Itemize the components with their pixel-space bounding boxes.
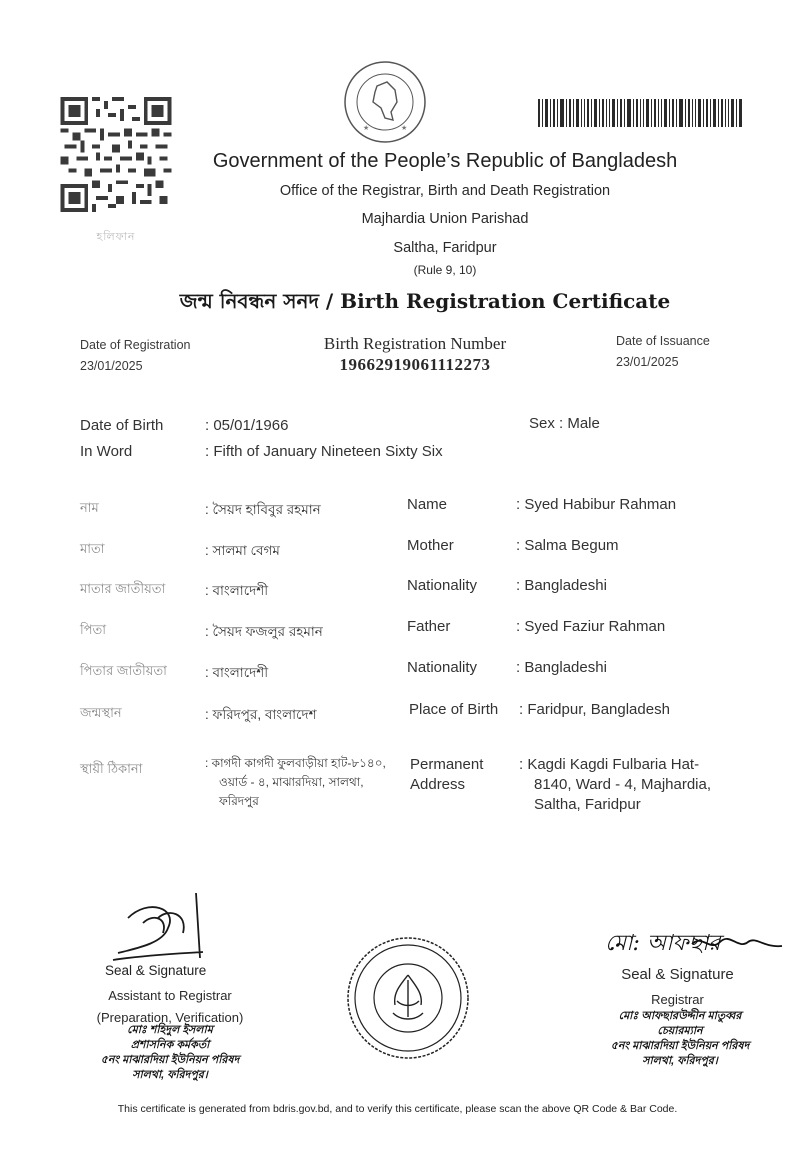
dob-label: Date of Birth — [80, 417, 164, 434]
registration-number-label: Birth Registration Number — [323, 334, 507, 353]
field-en-value: : Faridpur, Bangladesh — [519, 701, 670, 718]
field-bn-label: নাম — [80, 500, 99, 515]
field-bn-label: মাতার জাতীয়তা — [80, 581, 166, 596]
field-bn-label: মাতা — [80, 541, 105, 556]
dob-in-word-label: In Word — [80, 443, 133, 460]
field-en-label: Name — [407, 496, 448, 513]
field-en-label: Place of Birth — [409, 701, 499, 718]
field-bn-value: : বাংলাদেশী — [205, 665, 269, 680]
issuance-date: 23/01/2025 — [616, 355, 679, 369]
barcode — [538, 99, 742, 127]
svg-text:★: ★ — [401, 124, 408, 132]
registrar-stamp: মোঃ আফছারউদ্দীন মাতুব্বর চেয়ারম্যান ৫নং মাঝারদিয়া ইউনিয়ন পরিষদ সালথা, ফরিদপুর। — [610, 1010, 750, 1067]
field-en-label: Nationality — [407, 659, 478, 676]
office-title: Office of the Registrar, Birth and Death Registration — [279, 183, 611, 199]
union-name: Majhardia Union Parishad — [361, 211, 529, 227]
registrar-signature-stroke — [690, 930, 785, 960]
assistant-role-detail: (Preparation, Verification) — [96, 1010, 244, 1025]
sex-value: Sex : Male — [529, 415, 600, 432]
address-en-value: : Kagdi Kagdi Fulbaria Hat- 8140, Ward - 4, Majhardia, Saltha, Faridpur — [519, 756, 712, 813]
field-bn-value: : সৈয়দ ফজলুর রহমান — [205, 624, 323, 639]
office-place: Saltha, Faridpur — [393, 240, 497, 256]
field-bn-value: : সালমা বেগম — [205, 543, 280, 558]
field-bn-label: পিতা — [80, 622, 107, 637]
registration-date-label: Date of Registration — [80, 338, 191, 352]
field-bn-label: জন্মস্থান — [80, 705, 122, 720]
field-en-value: : Salma Begum — [516, 537, 619, 554]
assistant-seal-label: Seal & Signature — [105, 963, 207, 978]
registration-number: 19662919061112273 — [339, 355, 491, 374]
field-en-value: : Syed Habibur Rahman — [516, 496, 677, 513]
field-bn-value: : বাংলাদেশী — [205, 583, 269, 598]
field-en-label: Nationality — [407, 577, 478, 594]
field-en-label: Mother — [407, 537, 454, 554]
address-bn-value: : কাগদী কাগদী ফুলবাড়ীয়া হাট-৮১৪০, ওয়ার্ড - ৪, মাঝারদিয়া, সালথা, ফরিদপুর — [205, 756, 386, 808]
dob-in-word: : Fifth of January Nineteen Sixty Six — [205, 443, 443, 460]
address-en-label: Permanent Address — [410, 756, 484, 793]
government-title: Government of the People’s Republic of Bangladesh — [212, 150, 678, 172]
rule-reference: (Rule 9, 10) — [413, 263, 477, 277]
certificate-title: জন্ম নিবন্ধন সনদ / Birth Registration Certificate — [179, 289, 671, 313]
registrar-seal-label: Seal & Signature — [621, 966, 734, 983]
assistant-signature — [108, 888, 208, 968]
address-bn-label: স্থায়ী ঠিকানা — [80, 761, 143, 776]
svg-text:★: ★ — [363, 124, 370, 132]
registrar-role: Registrar — [651, 992, 704, 1007]
field-bn-value: : ফরিদপুর, বাংলাদেশ — [205, 707, 317, 722]
assistant-stamp: মোঃ শহিদুল ইসলাম প্রশাসনিক কর্মকর্তা ৫নং মাঝারদিয়া ইউনিয়ন পরিষদ সালথা, ফরিদপুর। — [100, 1024, 240, 1081]
field-en-value: : Bangladeshi — [516, 659, 607, 676]
qr-caption: হলিফান — [96, 231, 136, 243]
dob-value: : 05/01/1966 — [205, 417, 289, 434]
field-en-label: Father — [407, 618, 451, 635]
field-bn-label: পিতার জাতীয়তা — [80, 663, 167, 678]
registration-date: 23/01/2025 — [80, 359, 143, 373]
field-bn-value: : সৈয়দ হাবিবুর রহমান — [205, 502, 321, 517]
assistant-role: Assistant to Registrar — [108, 988, 232, 1003]
issuance-date-label: Date of Issuance — [616, 334, 710, 348]
field-en-value: : Syed Faziur Rahman — [516, 618, 666, 635]
registrar-signature: মো: আফছার — [605, 931, 721, 956]
field-en-value: : Bangladeshi — [516, 577, 607, 594]
verification-footer: This certificate is generated from bdris.gov.bd, and to verify this certificate, please scan the above QR Code & Bar Code. — [117, 1103, 678, 1115]
